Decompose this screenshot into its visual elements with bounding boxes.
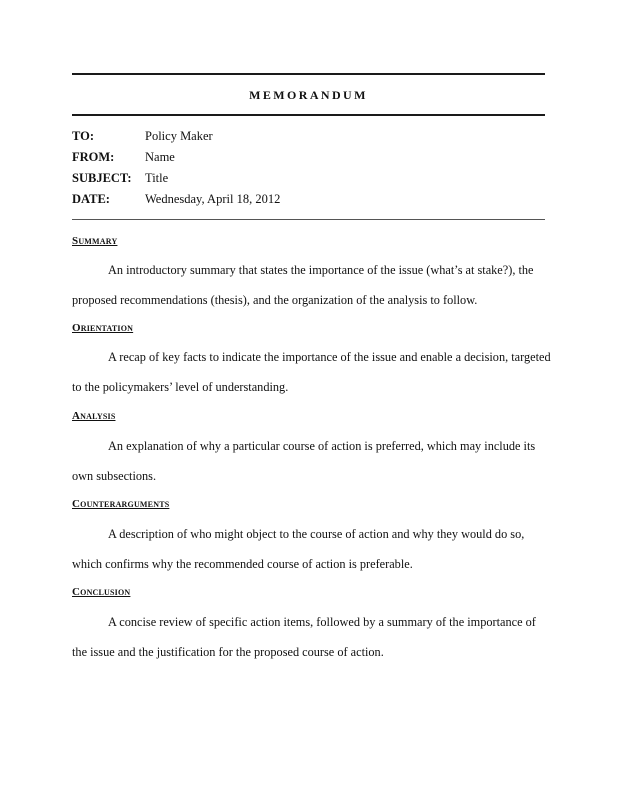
conclusion-line-2: the issue and the justification for the proposed course of action.: [72, 645, 384, 659]
orientation-line-2: to the policymakers’ level of understanding.: [72, 380, 289, 394]
to-value: Policy Maker: [145, 129, 213, 143]
analysis-text-1: An explanation of why a particular course of action is preferred, which may include its: [108, 439, 536, 453]
orientation-text-1: A recap of key facts to indicate the importance of the issue and enable a decision, targeted: [108, 350, 551, 364]
section-heading-counterarguments: Counterarguments: [72, 498, 170, 510]
memo-title: MEMORANDUM: [249, 88, 368, 102]
from-label: FROM:: [72, 150, 115, 164]
date-value: Wednesday, April 18, 2012: [145, 192, 281, 206]
analysis-line-1: [72, 439, 547, 454]
summary-line-2: proposed recommendations (thesis), and the organization of the analysis to follow.: [72, 293, 478, 307]
title-rule: [72, 114, 545, 116]
analysis-line-2: own subsections.: [72, 469, 157, 483]
section-heading-analysis: Analysis: [72, 410, 116, 422]
orientation-line-1: [72, 350, 551, 365]
date-label: DATE:: [72, 192, 110, 206]
section-heading-orientation: Orientation: [72, 322, 134, 334]
header-divider: [72, 219, 545, 220]
summary-text-1: An introductory summary that states the importance of the issue (what’s at stake?), the: [108, 263, 534, 277]
top-rule: [72, 73, 545, 75]
section-heading-summary: Summary: [72, 235, 118, 247]
conclusion-text-1: A concise review of specific action items, followed by a summary of the importance of: [108, 615, 536, 629]
counterarguments-line-2: which confirms why the recommended course of action is preferable.: [72, 557, 413, 571]
counterarguments-text-1: A description of who might object to the course of action and why they would do so,: [108, 527, 525, 541]
counterarguments-line-1: [72, 527, 547, 542]
conclusion-line-1: [72, 615, 547, 630]
summary-line-1: [72, 263, 547, 278]
from-value: Name: [145, 150, 175, 164]
to-label: TO:: [72, 129, 94, 143]
subject-value: Title: [145, 171, 169, 185]
subject-label: SUBJECT:: [72, 171, 132, 185]
section-heading-conclusion: Conclusion: [72, 586, 131, 598]
